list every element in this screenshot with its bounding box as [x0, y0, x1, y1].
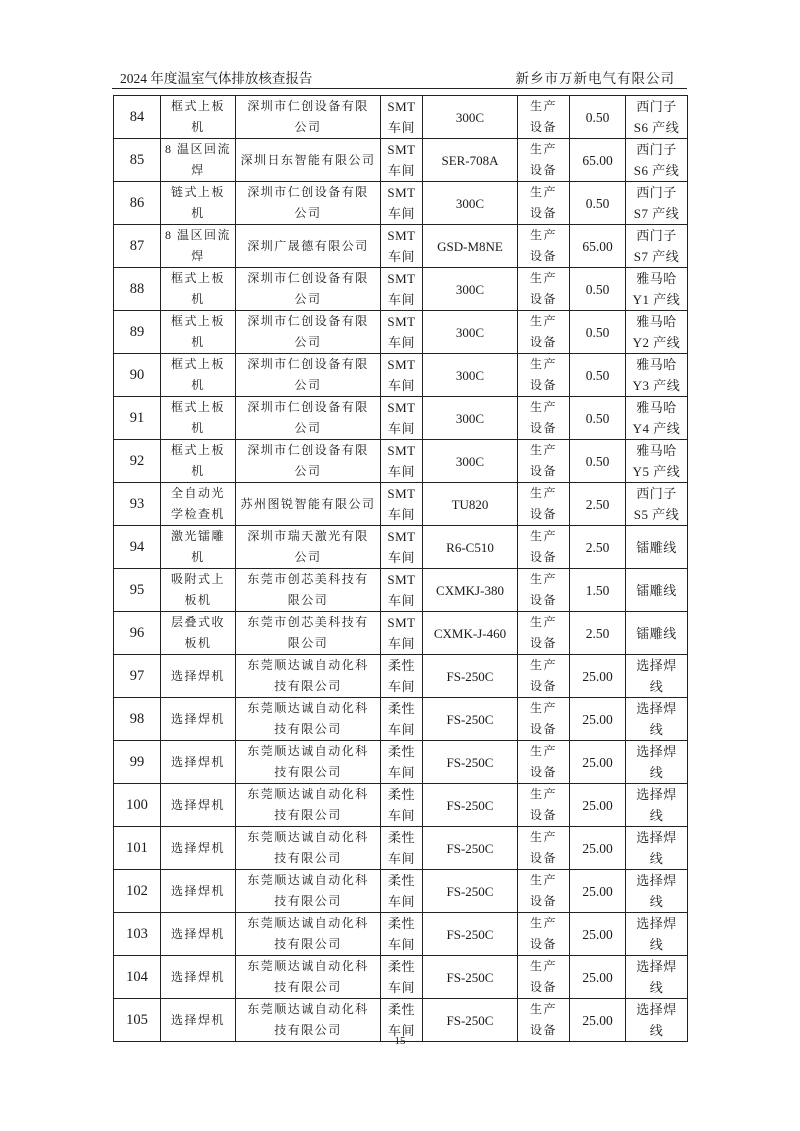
row-number-cell: 101 [114, 827, 161, 870]
production-line-cell: 雅马哈 Y4 产线 [626, 397, 688, 440]
page-number: 15 [394, 1035, 406, 1047]
location-cell: 柔性 车间 [381, 870, 423, 913]
model-number-cell: CXMKJ-380 [423, 569, 518, 612]
manufacturer-cell: 深圳日东智能有限公司 [236, 139, 381, 182]
rated-power-cell: 2.50 [570, 612, 626, 655]
model-number-cell: FS-250C [423, 827, 518, 870]
equipment-name-cell: 选择焊机 [161, 913, 236, 956]
production-line-cell: 镭雕线 [626, 569, 688, 612]
location-cell: 柔性 车间 [381, 827, 423, 870]
rated-power-cell: 25.00 [570, 655, 626, 698]
location-cell: SMT 车间 [381, 96, 423, 139]
equipment-category-cell: 生产 设备 [518, 827, 570, 870]
location-cell: SMT 车间 [381, 225, 423, 268]
model-number-cell: 300C [423, 354, 518, 397]
equipment-name-cell: 框式上板 机 [161, 440, 236, 483]
production-line-cell: 西门子 S6 产线 [626, 96, 688, 139]
table-row [114, 139, 688, 182]
location-cell: SMT 车间 [381, 139, 423, 182]
equipment-name-cell: 吸附式上 板机 [161, 569, 236, 612]
rated-power-cell: 25.00 [570, 870, 626, 913]
rated-power-cell: 0.50 [570, 397, 626, 440]
table-row [114, 225, 688, 268]
model-number-cell: FS-250C [423, 655, 518, 698]
page-header [112, 66, 687, 89]
row-number-cell: 86 [114, 182, 161, 225]
row-number-cell: 96 [114, 612, 161, 655]
rated-power-cell: 65.00 [570, 139, 626, 182]
model-number-cell: CXMK-J-460 [423, 612, 518, 655]
row-number-cell: 93 [114, 483, 161, 526]
row-number-cell: 92 [114, 440, 161, 483]
table-row [114, 870, 688, 913]
equipment-table [113, 95, 688, 1042]
manufacturer-cell: 深圳市仁创设备有限 公司 [236, 354, 381, 397]
production-line-cell: 选择焊 线 [626, 999, 688, 1042]
equipment-table-body [114, 96, 688, 1042]
location-cell: SMT 车间 [381, 612, 423, 655]
table-row [114, 397, 688, 440]
production-line-cell: 选择焊 线 [626, 741, 688, 784]
location-cell: 柔性 车间 [381, 999, 423, 1042]
equipment-category-cell: 生产 设备 [518, 784, 570, 827]
rated-power-cell: 65.00 [570, 225, 626, 268]
row-number-cell: 95 [114, 569, 161, 612]
equipment-name-cell: 框式上板 机 [161, 96, 236, 139]
equipment-name-cell: 选择焊机 [161, 784, 236, 827]
report-title: 2024 年度温室气体排放核查报告 [120, 71, 313, 86]
row-number-cell: 98 [114, 698, 161, 741]
row-number-cell: 103 [114, 913, 161, 956]
table-row [114, 354, 688, 397]
model-number-cell: 300C [423, 96, 518, 139]
equipment-category-cell: 生产 设备 [518, 440, 570, 483]
equipment-name-cell: 选择焊机 [161, 655, 236, 698]
rated-power-cell: 0.50 [570, 354, 626, 397]
equipment-name-cell: 链式上板 机 [161, 182, 236, 225]
equipment-name-cell: 框式上板 机 [161, 354, 236, 397]
equipment-name-cell: 框式上板 机 [161, 311, 236, 354]
rated-power-cell: 0.50 [570, 311, 626, 354]
equipment-category-cell: 生产 设备 [518, 913, 570, 956]
manufacturer-cell: 深圳市仁创设备有限 公司 [236, 311, 381, 354]
table-row [114, 827, 688, 870]
model-number-cell: FS-250C [423, 956, 518, 999]
table-row [114, 268, 688, 311]
rated-power-cell: 25.00 [570, 913, 626, 956]
equipment-category-cell: 生产 设备 [518, 139, 570, 182]
manufacturer-cell: 东莞顺达诚自动化科 技有限公司 [236, 655, 381, 698]
table-row [114, 440, 688, 483]
row-number-cell: 84 [114, 96, 161, 139]
equipment-category-cell: 生产 设备 [518, 311, 570, 354]
production-line-cell: 雅马哈 Y2 产线 [626, 311, 688, 354]
row-number-cell: 90 [114, 354, 161, 397]
production-line-cell: 雅马哈 Y5 产线 [626, 440, 688, 483]
location-cell: SMT 车间 [381, 311, 423, 354]
manufacturer-cell: 东莞顺达诚自动化科 技有限公司 [236, 999, 381, 1042]
equipment-category-cell: 生产 设备 [518, 741, 570, 784]
equipment-name-cell: 8 温区回流 焊 [161, 139, 236, 182]
production-line-cell: 选择焊 线 [626, 698, 688, 741]
manufacturer-cell: 东莞市创芯美科技有 限公司 [236, 612, 381, 655]
manufacturer-cell: 深圳市仁创设备有限 公司 [236, 96, 381, 139]
production-line-cell: 雅马哈 Y3 产线 [626, 354, 688, 397]
location-cell: 柔性 车间 [381, 956, 423, 999]
equipment-name-cell: 选择焊机 [161, 741, 236, 784]
row-number-cell: 105 [114, 999, 161, 1042]
model-number-cell: FS-250C [423, 999, 518, 1042]
equipment-category-cell: 生产 设备 [518, 268, 570, 311]
row-number-cell: 100 [114, 784, 161, 827]
row-number-cell: 102 [114, 870, 161, 913]
table-row [114, 784, 688, 827]
table-row [114, 483, 688, 526]
model-number-cell: SER-708A [423, 139, 518, 182]
row-number-cell: 91 [114, 397, 161, 440]
manufacturer-cell: 东莞顺达诚自动化科 技有限公司 [236, 741, 381, 784]
location-cell: 柔性 车间 [381, 741, 423, 784]
equipment-name-cell: 选择焊机 [161, 698, 236, 741]
table-row [114, 526, 688, 569]
model-number-cell: 300C [423, 311, 518, 354]
rated-power-cell: 25.00 [570, 741, 626, 784]
manufacturer-cell: 深圳市仁创设备有限 公司 [236, 440, 381, 483]
table-row [114, 182, 688, 225]
location-cell: SMT 车间 [381, 440, 423, 483]
table-row [114, 311, 688, 354]
model-number-cell: FS-250C [423, 870, 518, 913]
equipment-name-cell: 层叠式收 板机 [161, 612, 236, 655]
page-footer [0, 1035, 800, 1047]
table-row [114, 569, 688, 612]
row-number-cell: 85 [114, 139, 161, 182]
equipment-category-cell: 生产 设备 [518, 655, 570, 698]
production-line-cell: 镭雕线 [626, 526, 688, 569]
model-number-cell: 300C [423, 182, 518, 225]
manufacturer-cell: 东莞顺达诚自动化科 技有限公司 [236, 870, 381, 913]
manufacturer-cell: 东莞顺达诚自动化科 技有限公司 [236, 827, 381, 870]
manufacturer-cell: 深圳市仁创设备有限 公司 [236, 268, 381, 311]
row-number-cell: 87 [114, 225, 161, 268]
equipment-category-cell: 生产 设备 [518, 870, 570, 913]
equipment-category-cell: 生产 设备 [518, 225, 570, 268]
location-cell: SMT 车间 [381, 483, 423, 526]
model-number-cell: 300C [423, 268, 518, 311]
equipment-name-cell: 框式上板 机 [161, 397, 236, 440]
manufacturer-cell: 深圳广晟德有限公司 [236, 225, 381, 268]
manufacturer-cell: 东莞顺达诚自动化科 技有限公司 [236, 698, 381, 741]
row-number-cell: 88 [114, 268, 161, 311]
manufacturer-cell: 东莞市创芯美科技有 限公司 [236, 569, 381, 612]
production-line-cell: 选择焊 线 [626, 870, 688, 913]
model-number-cell: FS-250C [423, 698, 518, 741]
production-line-cell: 西门子 S6 产线 [626, 139, 688, 182]
row-number-cell: 99 [114, 741, 161, 784]
rated-power-cell: 0.50 [570, 182, 626, 225]
manufacturer-cell: 深圳市仁创设备有限 公司 [236, 397, 381, 440]
production-line-cell: 雅马哈 Y1 产线 [626, 268, 688, 311]
equipment-category-cell: 生产 设备 [518, 526, 570, 569]
rated-power-cell: 25.00 [570, 784, 626, 827]
company-name: 新乡市万新电气有限公司 [515, 71, 675, 86]
model-number-cell: 300C [423, 397, 518, 440]
manufacturer-cell: 东莞顺达诚自动化科 技有限公司 [236, 956, 381, 999]
equipment-name-cell: 全自动光 学检查机 [161, 483, 236, 526]
equipment-category-cell: 生产 设备 [518, 354, 570, 397]
production-line-cell: 选择焊 线 [626, 827, 688, 870]
row-number-cell: 104 [114, 956, 161, 999]
equipment-category-cell: 生产 设备 [518, 182, 570, 225]
model-number-cell: FS-250C [423, 784, 518, 827]
rated-power-cell: 25.00 [570, 999, 626, 1042]
rated-power-cell: 25.00 [570, 698, 626, 741]
equipment-category-cell: 生产 设备 [518, 569, 570, 612]
location-cell: SMT 车间 [381, 182, 423, 225]
model-number-cell: FS-250C [423, 913, 518, 956]
model-number-cell: FS-250C [423, 741, 518, 784]
equipment-category-cell: 生产 设备 [518, 612, 570, 655]
model-number-cell: TU820 [423, 483, 518, 526]
equipment-name-cell: 选择焊机 [161, 999, 236, 1042]
rated-power-cell: 0.50 [570, 268, 626, 311]
equipment-name-cell: 激光镭雕 机 [161, 526, 236, 569]
location-cell: SMT 车间 [381, 569, 423, 612]
model-number-cell: GSD-M8NE [423, 225, 518, 268]
manufacturer-cell: 东莞顺达诚自动化科 技有限公司 [236, 913, 381, 956]
manufacturer-cell: 深圳市瑞天激光有限 公司 [236, 526, 381, 569]
location-cell: SMT 车间 [381, 354, 423, 397]
manufacturer-cell: 苏州图锐智能有限公司 [236, 483, 381, 526]
table-row [114, 741, 688, 784]
equipment-category-cell: 生产 设备 [518, 698, 570, 741]
equipment-category-cell: 生产 设备 [518, 956, 570, 999]
location-cell: 柔性 车间 [381, 698, 423, 741]
location-cell: SMT 车间 [381, 268, 423, 311]
rated-power-cell: 0.50 [570, 96, 626, 139]
production-line-cell: 西门子 S7 产线 [626, 225, 688, 268]
table-row [114, 913, 688, 956]
rated-power-cell: 25.00 [570, 956, 626, 999]
manufacturer-cell: 东莞顺达诚自动化科 技有限公司 [236, 784, 381, 827]
rated-power-cell: 25.00 [570, 827, 626, 870]
equipment-category-cell: 生产 设备 [518, 999, 570, 1042]
equipment-category-cell: 生产 设备 [518, 483, 570, 526]
manufacturer-cell: 深圳市仁创设备有限 公司 [236, 182, 381, 225]
equipment-name-cell: 框式上板 机 [161, 268, 236, 311]
table-row [114, 698, 688, 741]
equipment-name-cell: 选择焊机 [161, 870, 236, 913]
location-cell: 柔性 车间 [381, 655, 423, 698]
production-line-cell: 选择焊 线 [626, 784, 688, 827]
production-line-cell: 选择焊 线 [626, 956, 688, 999]
model-number-cell: 300C [423, 440, 518, 483]
production-line-cell: 选择焊 线 [626, 913, 688, 956]
equipment-category-cell: 生产 设备 [518, 96, 570, 139]
row-number-cell: 97 [114, 655, 161, 698]
equipment-name-cell: 8 温区回流 焊 [161, 225, 236, 268]
row-number-cell: 94 [114, 526, 161, 569]
row-number-cell: 89 [114, 311, 161, 354]
rated-power-cell: 1.50 [570, 569, 626, 612]
production-line-cell: 西门子 S5 产线 [626, 483, 688, 526]
equipment-name-cell: 选择焊机 [161, 827, 236, 870]
location-cell: 柔性 车间 [381, 784, 423, 827]
table-row [114, 96, 688, 139]
rated-power-cell: 0.50 [570, 440, 626, 483]
rated-power-cell: 2.50 [570, 483, 626, 526]
equipment-category-cell: 生产 设备 [518, 397, 570, 440]
table-row [114, 655, 688, 698]
production-line-cell: 西门子 S7 产线 [626, 182, 688, 225]
rated-power-cell: 2.50 [570, 526, 626, 569]
table-row [114, 956, 688, 999]
location-cell: SMT 车间 [381, 526, 423, 569]
production-line-cell: 镭雕线 [626, 612, 688, 655]
model-number-cell: R6-C510 [423, 526, 518, 569]
equipment-name-cell: 选择焊机 [161, 956, 236, 999]
production-line-cell: 选择焊 线 [626, 655, 688, 698]
table-row [114, 612, 688, 655]
location-cell: 柔性 车间 [381, 913, 423, 956]
location-cell: SMT 车间 [381, 397, 423, 440]
